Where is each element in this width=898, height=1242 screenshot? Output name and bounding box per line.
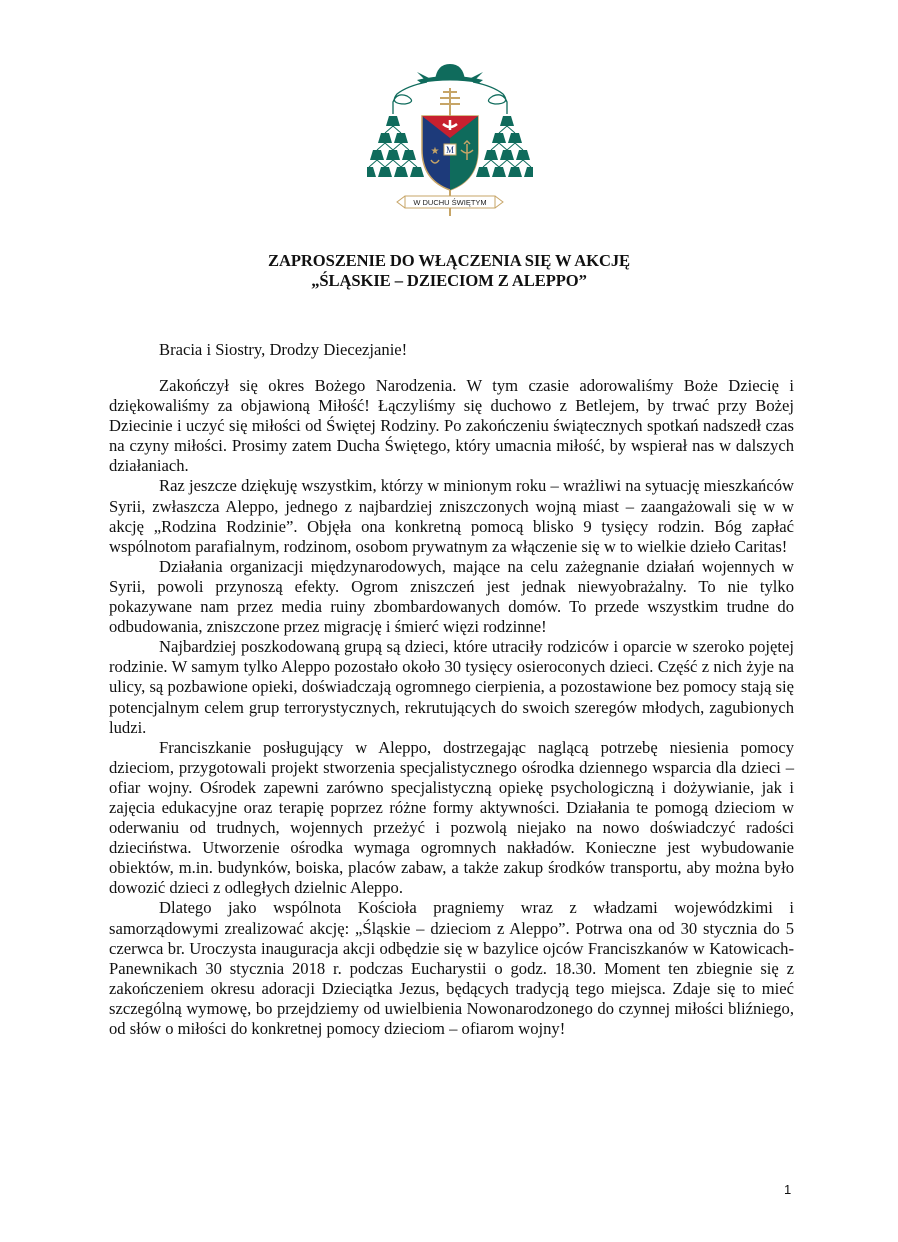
coat-of-arms: [367, 58, 533, 218]
paragraph: Raz jeszcze dziękuję wszystkim, którzy w minionym roku – wrażliwi na sytuację mieszkańców Syrii, zwłaszcza Aleppo, jednego z najbardziej zniszczonych wojną miast – zaangażowali się w w akcję „Rodzina Rodzinie”. Objęła ona konkretną pomocą blisko 9 tysięcy rodzin. Bóg zapłać wspólnotom parafialnym, rodzinom, osobom prywatnym za włączenie się w to wielkie dzieło Caritas!: [109, 476, 794, 556]
title-line-2: „ŚLĄSKIE – DZIECIOM Z ALEPPO”: [311, 271, 587, 290]
letter-body: [109, 376, 794, 1039]
coat-of-arms-icon: [367, 58, 533, 218]
page-number: 1: [784, 1182, 792, 1197]
motto-text: W DUCHU ŚWIĘTYM: [413, 198, 487, 207]
greeting: Bracia i Siostry, Drodzy Diecezjanie!: [159, 340, 408, 359]
paragraph: Franciszkanie posługujący w Aleppo, dostrzegając naglącą potrzebę niesienia pomocy dzieciom, przygotowali projekt stworzenia specjalistycznego ośrodka dziennego wsparcia dla dzieci – ofiar wojny. Ośrodek zapewni zarówno specjalistyczną opiekę psychologiczną i dożywianie, jak i zajęcia edukacyjne oraz terapię poprzez różne formy aktywności. Działania te pomogą dzieciom w oderwaniu od trudnych, wojennych przeżyć i pozwolą niejako na nowo doświadczyć radości dzieciństwa. Utworzenie ośrodka wymaga ogromnych nakładów. Konieczne jest wybudowanie obiektów, m.in. budynków, boiska, placów zabaw, a także zakup środków transportu, aby można było dowozić dzieci z odległych dzielnic Aleppo.: [109, 737, 794, 898]
svg-text:★: ★: [430, 146, 440, 157]
paragraph: Zakończył się okres Bożego Narodzenia. W tym czasie adorowaliśmy Boże Dziecię i dziękowaliśmy za objawioną Miłość! Łączyliśmy się duchowo z Betlejem, by trwać przy Bożej Dziecinie i uczyć się miłości od Świętej Rodziny. Po zakończeniu świątecznych spotkań nadszedł czas na czyny miłości. Prosimy zatem Ducha Świętego, który umacnia miłość, by wspierał nas w dalszych działaniach.: [109, 376, 794, 476]
svg-text:M: M: [445, 145, 455, 155]
paragraph: Dlatego jako wspólnota Kościoła pragniemy wraz z władzami wojewódzkimi i samorządowymi zrealizować akcję: „Śląskie – dzieciom z Aleppo”. Potrwa ona od 30 stycznia do 5 czerwca br. Uroczysta inauguracja akcji odbędzie się w bazylice ojców Franciszkanów w Katowicach-Panewnikach 30 stycznia 2018 r. podczas Eucharystii o godz. 18.30. Moment ten zbiegnie się z zakończeniem okresu adoracji Dzieciątka Jezus, będących tradycją tego miejsca. Zdaje się to mieć szczególną wymowę, bo przejdziemy od uwielbienia Nowonarodzonego do czynnej miłości bliźniego, od słów o miłości do konkretnej pomocy dzieciom – ofiarom wojny!: [109, 898, 794, 1038]
paragraph: Najbardziej poszkodowaną grupą są dzieci, które utraciły rodziców i oparcie w szeroko pojętej rodzinie. W samym tylko Aleppo pozostało około 30 tysięcy osieroconych dzieci. Część z nich żyje na ulicy, są pozbawione opieki, doświadczają ogromnego cierpienia, a pozostawione bez pomocy stają się potencjalnym celem grup terrorystycznych, rekrutujących do swoich szeregów młodych, zagubionych ludzi.: [109, 637, 794, 737]
document-title: [0, 251, 898, 291]
title-line-1: ZAPROSZENIE DO WŁĄCZENIA SIĘ W AKCJĘ: [267, 251, 631, 270]
paragraph: Działania organizacji międzynarodowych, mające na celu zażegnanie działań wojennych w Syrii, powoli przynoszą efekty. Ogrom zniszczeń jest jednak niewyobrażalny. To nie tylko pokazywane nam przez media ruiny zbombardowanych domów. To przede wszystkim trudne do odbudowania, zniszczone przez migrację i śmierć więzi rodzinne!: [109, 556, 794, 637]
